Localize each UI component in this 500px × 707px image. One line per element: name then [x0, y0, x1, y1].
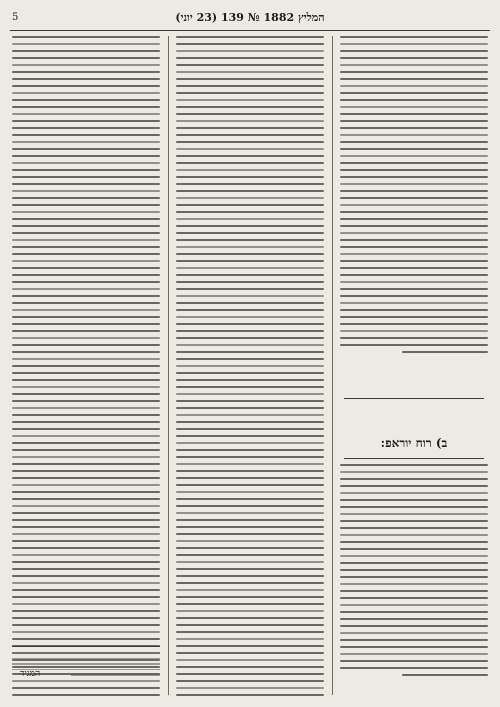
- article-text-block: [176, 36, 324, 697]
- column-left: [12, 36, 160, 697]
- page-number: 5: [12, 12, 19, 23]
- column-divider: [168, 36, 169, 695]
- section-rule: [344, 398, 484, 399]
- section-heading: ב) רוח יוראפ:: [380, 436, 448, 450]
- article-text-block: [340, 36, 488, 358]
- column-right-lower: [340, 464, 488, 697]
- section-rule: [344, 458, 484, 459]
- footnote-rule: [12, 646, 160, 647]
- signature: המגיד: [20, 669, 41, 679]
- page-header: [10, 10, 490, 31]
- column-divider: [332, 36, 333, 695]
- article-text-block: [12, 36, 160, 697]
- column-middle: [176, 36, 324, 697]
- article-text-block: [340, 464, 488, 681]
- masthead-line: המליץ 1882 № 139 (23 יוני): [175, 11, 325, 24]
